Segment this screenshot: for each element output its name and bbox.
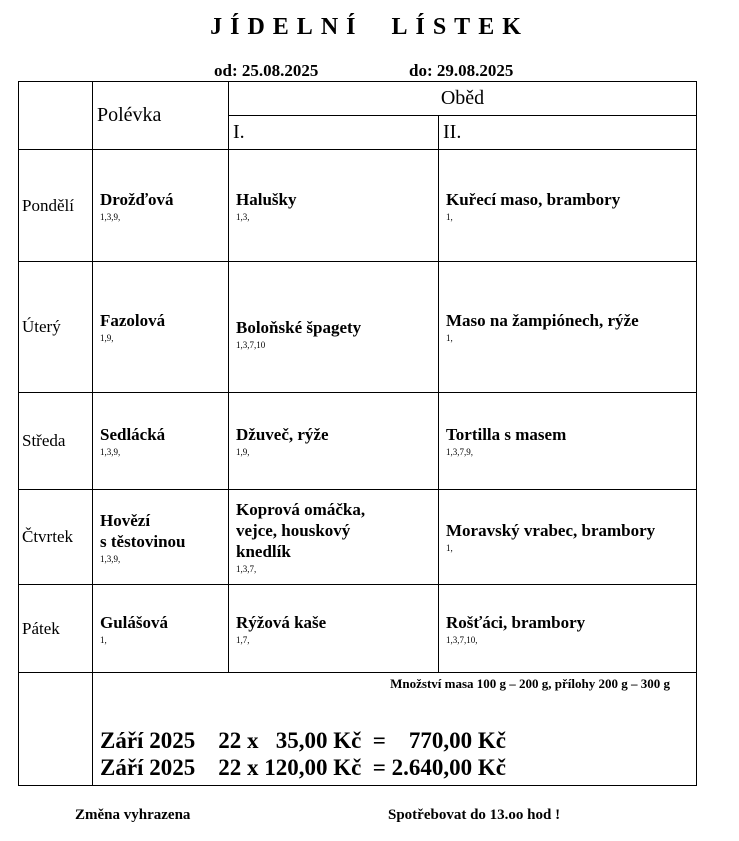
soup-dish-line-1: Hovězí [100, 510, 151, 530]
lunch-1-cell [229, 393, 439, 490]
soup-dish: Sedlácká [100, 425, 166, 444]
lunch-1-allergens: 1,3,7, [236, 564, 257, 574]
lunch-2-dish: Tortilla s masem [446, 425, 567, 444]
soup-cell [93, 585, 229, 673]
menu-row-friday [19, 585, 697, 673]
footer-change-note: Změna vyhrazena [75, 807, 191, 823]
lunch-1-dish: Halušky [236, 189, 297, 209]
day-label: Středa [19, 393, 93, 490]
lunch-2-allergens: 1,3,7,9, [446, 447, 473, 457]
lunch-1-allergens: 1,7, [236, 634, 250, 645]
notes-row [19, 673, 697, 786]
lunch-2-allergens: 1, [446, 543, 453, 553]
lunch-1-dish-line-1: Koprová omáčka, [236, 500, 366, 519]
soup-dish: Fazolová [100, 311, 166, 330]
lunch-1-dish: Boloňské špagety [236, 318, 362, 337]
soup-cell [93, 490, 229, 585]
day-label: Čtvrtek [19, 490, 93, 585]
price-line-1: Září 2025 22 x 35,00 Kč = 770,00 Kč [100, 728, 506, 753]
footer-consume-note: Spotřebovat do 13.oo hod ! [388, 807, 561, 823]
day-label: Úterý [19, 262, 93, 393]
lunch-2-dish: Rošťáci, brambory [446, 612, 586, 632]
soup-allergens: 1,3,9, [100, 553, 121, 564]
menu-row-tuesday [19, 262, 697, 393]
day-label: Pondělí [19, 150, 93, 262]
soup-allergens: 1,3,9, [100, 447, 121, 457]
date-from: od: 25.08.2025 [214, 61, 319, 80]
date-to: do: 29.08.2025 [409, 61, 514, 80]
lunch-2-allergens: 1, [446, 211, 453, 222]
soup-allergens: 1, [100, 634, 107, 645]
lunch-2-dish: Maso na žampiónech, rýže [446, 311, 639, 330]
header-course-1: I. [229, 116, 439, 150]
header-lunch: Oběd [229, 82, 697, 116]
lunch-2-dish: Kuřecí maso, brambory [446, 189, 621, 209]
price-line-2: Září 2025 22 x 120,00 Kč = 2.640,00 Kč [100, 755, 506, 780]
menu-row-monday [19, 150, 697, 262]
header-soup: Polévka [93, 82, 229, 150]
lunch-2-cell [439, 393, 697, 490]
lunch-2-allergens: 1,3,7,10, [446, 634, 478, 645]
lunch-2-allergens: 1, [446, 333, 453, 343]
lunch-1-cell [229, 262, 439, 393]
lunch-1-allergens: 1,3, [236, 211, 250, 222]
soup-allergens: 1,3,9, [100, 211, 121, 222]
soup-dish: Gulášová [100, 612, 169, 632]
lunch-1-dish-line-2: vejce, houskový [236, 521, 351, 540]
soup-allergens: 1,9, [100, 333, 114, 343]
lunch-1-dish: Rýžová kaše [236, 612, 327, 632]
day-label: Pátek [19, 585, 93, 673]
notes-cell [93, 673, 697, 786]
lunch-1-cell [229, 490, 439, 585]
lunch-2-dish: Moravský vrabec, brambory [446, 521, 656, 540]
page-title: JÍDELNÍ LÍSTEK [210, 14, 529, 40]
lunch-2-cell [439, 150, 697, 262]
soup-cell [93, 150, 229, 262]
soup-dish-line-2: s těstovinou [100, 531, 186, 551]
lunch-2-cell [439, 262, 697, 393]
soup-cell [93, 393, 229, 490]
corner-cell [19, 82, 93, 150]
lunch-1-allergens: 1,3,7,10 [236, 340, 266, 350]
lunch-2-cell [439, 585, 697, 673]
lunch-1-dish: Džuveč, rýže [236, 425, 329, 444]
notes-corner-cell [19, 673, 93, 786]
menu-row-thursday [19, 490, 697, 585]
lunch-1-cell [229, 585, 439, 673]
soup-cell [93, 262, 229, 393]
portion-note: Množství masa 100 g – 200 g, přílohy 200 g – 300 g [390, 676, 671, 691]
soup-dish: Drožďová [100, 189, 174, 209]
lunch-1-cell [229, 150, 439, 262]
lunch-2-cell [439, 490, 697, 585]
lunch-1-allergens: 1,9, [236, 447, 250, 457]
header-course-2: II. [439, 116, 697, 150]
menu-table [18, 81, 697, 786]
lunch-1-dish-line-3: knedlík [236, 542, 291, 561]
menu-row-wednesday [19, 393, 697, 490]
